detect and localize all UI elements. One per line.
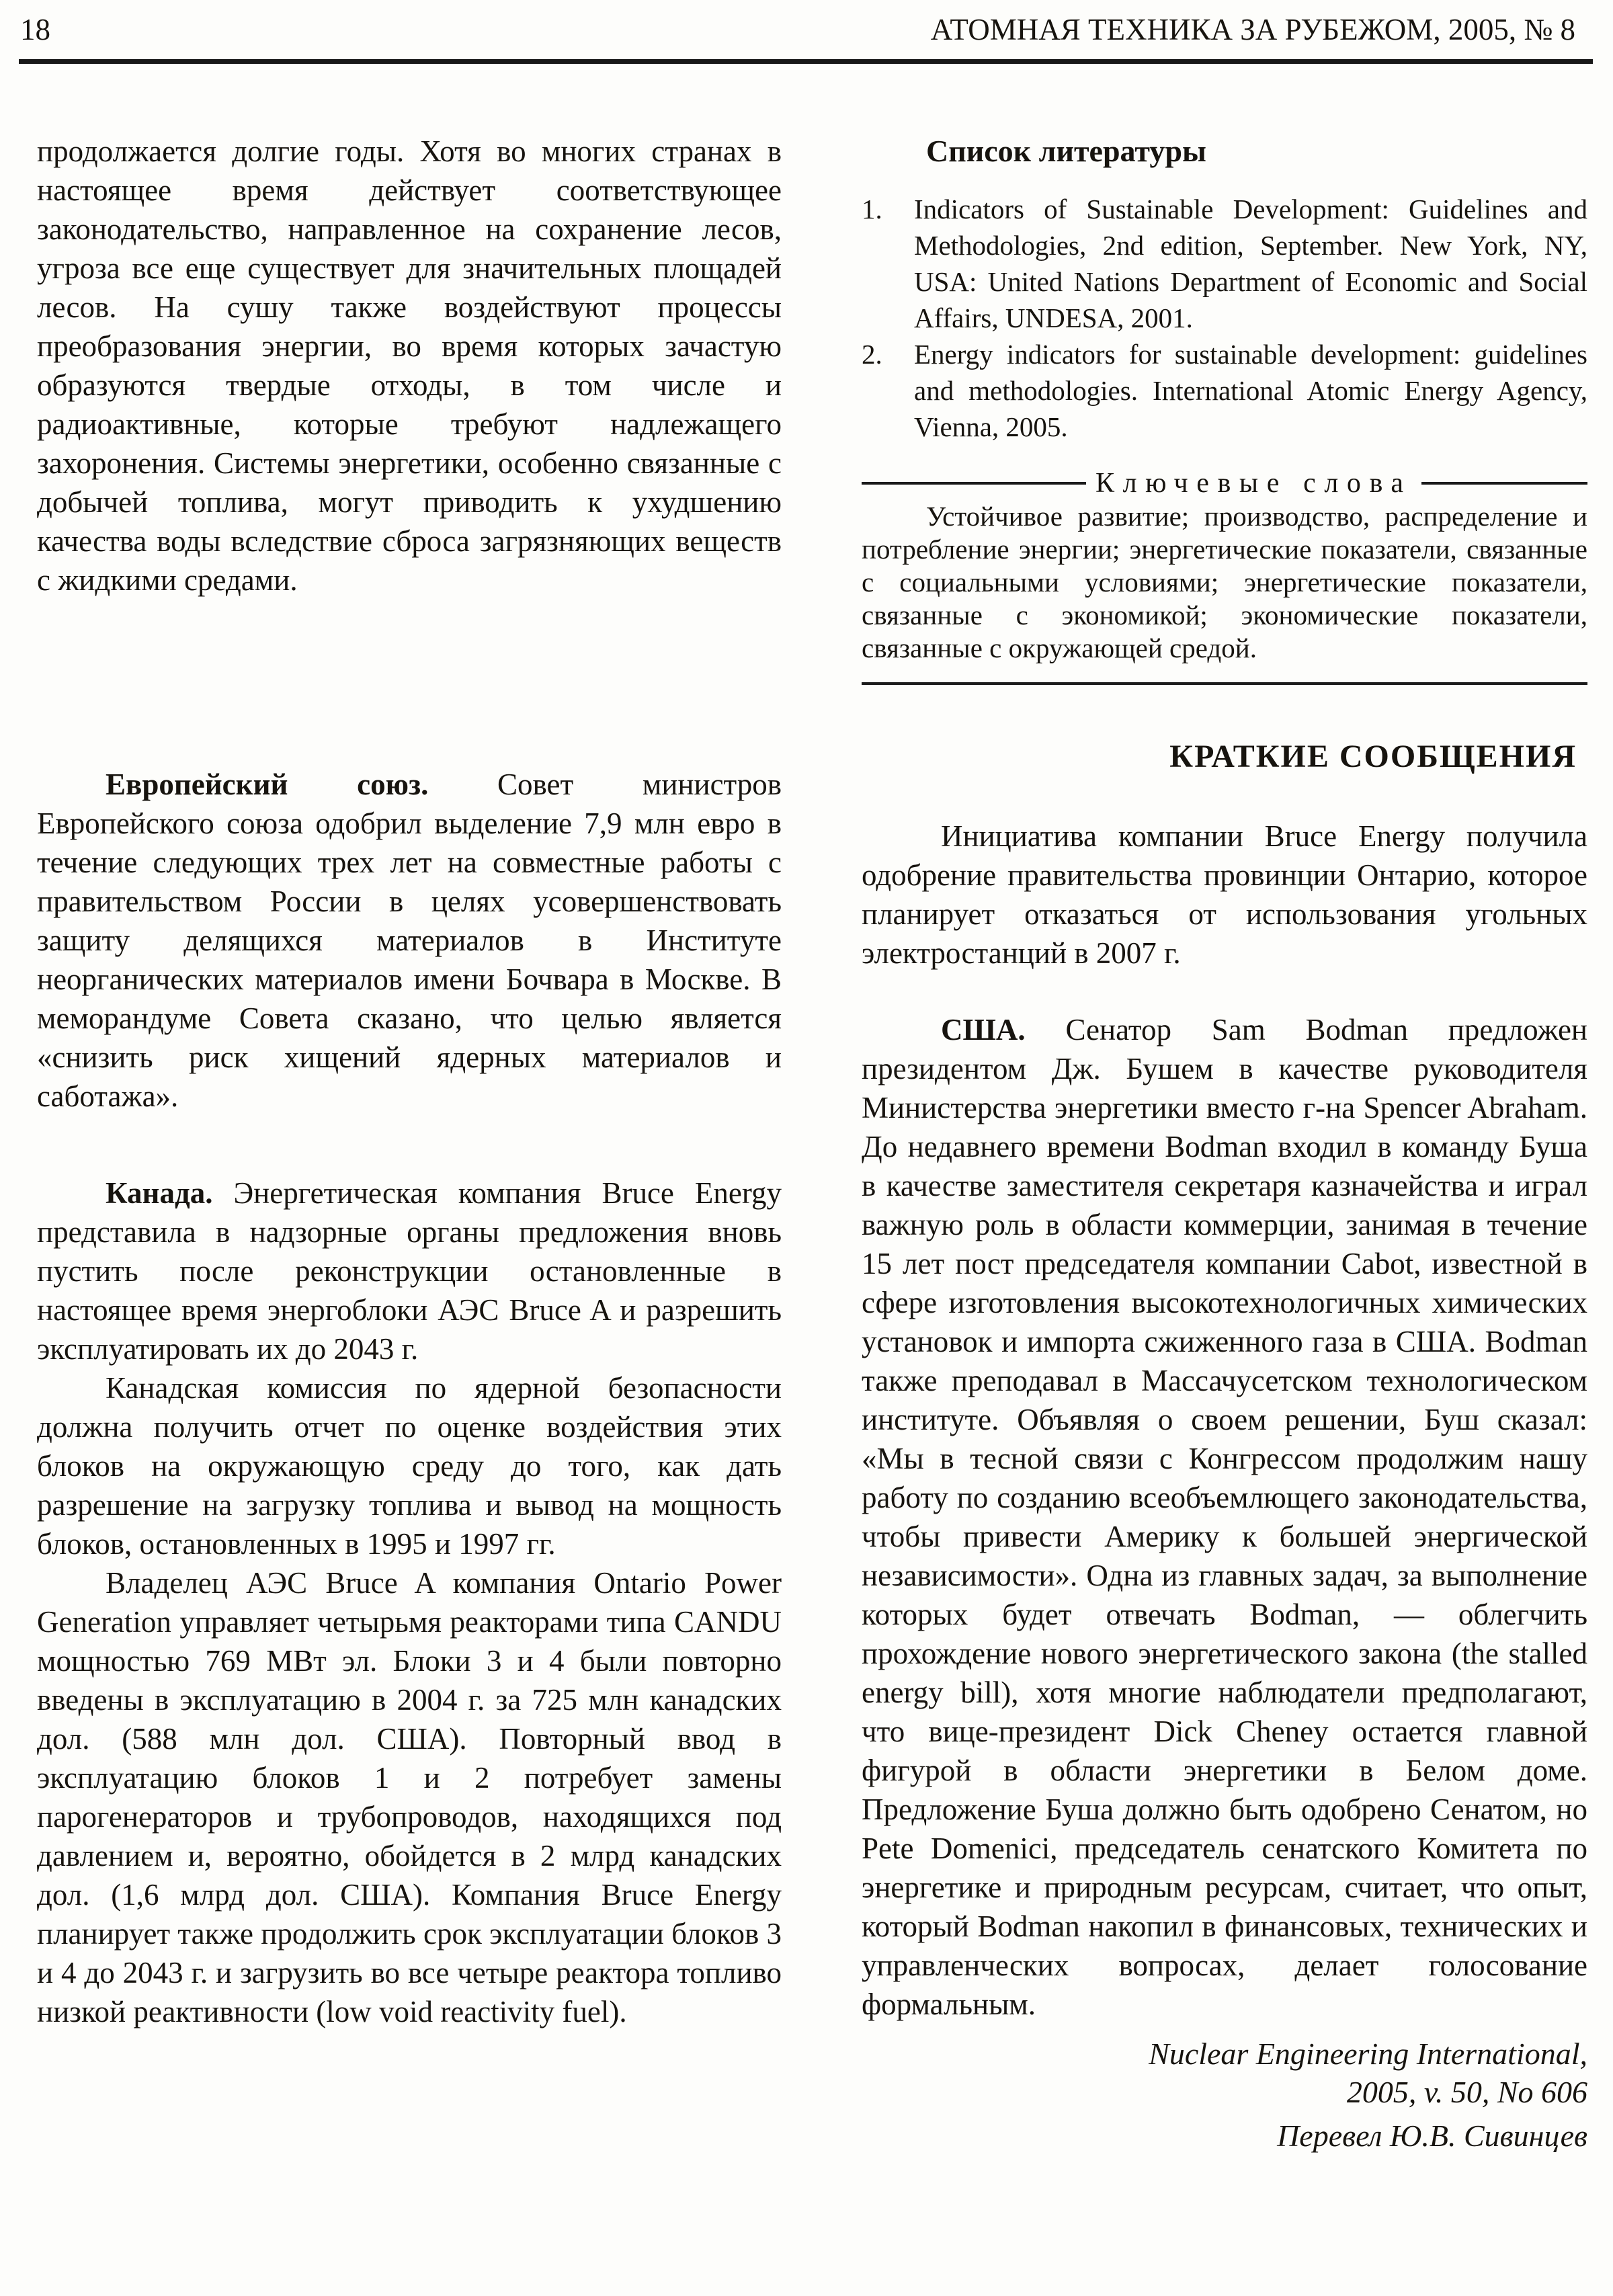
canada-lead: Канада. — [106, 1176, 213, 1210]
reference-number: 2. — [862, 339, 882, 370]
canada-paragraph — [37, 1174, 782, 1368]
left-column — [37, 132, 782, 2031]
references-heading: Список литературы — [926, 134, 1206, 168]
keywords-close-rule — [862, 682, 1587, 685]
source-journal: Nuclear Engineering International, — [1149, 2037, 1587, 2071]
eu-text: Совет министров Европейского союза одобрил выделение 7,9 млн евро в течение следующих трех лет на совместные работы с правительством России в целях усовершенствовать защиту делящихся материалов в Институте неорганических материалов имени Бочвара в Москве. В меморандуме Совета сказано, что целью является «снизить риск хищений ядерных материалов и саботажа». — [37, 768, 782, 1113]
eu-paragraph — [37, 765, 782, 1116]
eu-lead: Европейский союз. — [106, 768, 429, 801]
keywords-rule-right — [1421, 482, 1587, 485]
keywords-block — [862, 466, 1587, 685]
usa-text: Сенатор Sam Bodman предложен президентом Дж. Бушем в качестве руководителя Министерства энергетики вместо г-на Spencer Abraham. До недавнего времени Bodman входил в команду Буша в качестве заместителя секретаря казначейства и играл важную роль в области коммерции, занимая в течение 15 лет пост председателя компании Cabot, известной в сфере изготовления высокотехнологичных химических установок и импорта сжиженного газа в США. Bodman также преподавал в Массачусетском технологическом институте. Объявляя о своем решении, Буш сказал: «Мы в тесной связи с Конгрессом продолжим нашу работу по созданию всеобъемлющего законодательства, чтобы привести Америку к большей энергической независимости». Одна из главных задач, за выполнение которых будет отвечать Bodman, — облегчить прохождение нового энергетического закона (the stalled energy bill), хотя многие наблюдатели предполагают, что вице-президент Dick Cheney остается главной фигурой в области энергетики в Белом доме. Предложение Буша должно быть одобрено Сенатом, но Pete Domenici, председатель сенатского Комитета по энергетике и природным ресурсам, считает, что опыт, который Bodman накопил в финансовых, технических и управленческих вопросах, делает голосование формальным. — [862, 1013, 1588, 2021]
page-number: 18 — [20, 13, 50, 46]
keywords-rule-left — [862, 482, 1086, 485]
header-rule — [19, 59, 1593, 64]
reference-text: Indicators of Sustainable Development: Guidelines and Methodologies, 2nd edition, September. New York, NY, USA: United Nations Department of Economic and Social Affairs, UNDESA, 2001. — [914, 194, 1587, 333]
right-column — [862, 132, 1587, 2155]
source-volume: 2005, v. 50, No 606 — [1346, 2075, 1587, 2109]
translator-credit: Перевел Ю.В. Сивинцев — [1277, 2119, 1587, 2153]
journal-title: АТОМНАЯ ТЕХНИКА ЗА РУБЕЖОМ, 2005, № 8 — [930, 13, 1575, 46]
briefs-heading: КРАТКИЕ СООБЩЕНИЯ — [1169, 739, 1577, 774]
page-header — [20, 11, 1575, 48]
usa-lead: США. — [941, 1013, 1026, 1047]
usa-paragraph — [862, 1010, 1587, 2024]
reference-item — [862, 191, 1587, 336]
intro-paragraph: продолжается долгие годы. Хотя во многих странах в настоящее время действует соответствующее законодательство, направленное на сохранение лесов, угроза все еще существует для значительных площадей лесов. На сушу также воздействуют процессы преобразования энергии, во время которых зачастую образуются твердые отходы, в том числе и радиоактивные, которые требуют надлежащего захоронения. Системы энергетики, особенно связанные с добычей топлива, могут приводить к ухудшению качества воды вследствие сброса загрязняющих веществ с жидкими средами. — [37, 134, 782, 597]
canada-text: Энергетическая компания Bruce Energy представила в надзорные органы предложения вновь пустить после реконструкции остановленные в настоящее время энергоблоки АЭС Bruce A и разрешить эксплуатировать их до 2043 г. — [37, 1176, 782, 1366]
reference-number: 1. — [862, 194, 882, 224]
brief-paragraph-ontario: Инициатива компании Bruce Energy получила одобрение правительства провинции Онтарио, которое планирует отказаться от использования угольных электростанций в 2007 г. — [862, 819, 1587, 970]
canada-paragraph-2: Канадская комиссия по ядерной безопасности должна получить отчет по оценке воздействия этих блоков на окружающую среду до того, как дать разрешение на загрузку топлива и вывод на мощность блоков, остановленных в 1995 и 1997 гг. — [37, 1371, 782, 1561]
references-list — [862, 191, 1587, 445]
reference-text: Energy indicators for sustainable development: guidelines and methodologies. International Atomic Energy Agency, Vienna, 2005. — [914, 339, 1587, 442]
source-attribution — [862, 2035, 1587, 2155]
reference-item — [862, 336, 1587, 445]
keywords-header — [862, 466, 1587, 500]
keywords-heading: Ключевые слова — [1095, 468, 1412, 499]
canada-paragraph-3: Владелец АЭС Bruce A компания Ontario Power Generation управляет четырьмя реакторами типа CANDU мощностью 769 МВт эл. Блоки 3 и 4 были повторно введены в эксплуатацию в 2004 г. за 725 млн канадских дол. (588 млн дол. США). Повторный ввод в эксплуатацию блоков 1 и 2 потребует замены парогенераторов и трубопроводов, находящихся под давлением и, вероятно, обойдется в 2 млрд канадских дол. (1,6 млрд дол. США). Компания Bruce Energy планирует также продолжить срок эксплуатации блоков 3 и 4 до 2043 г. и загрузить во все четыре реактора топливо низкой реактивности (low void reactivity fuel). — [37, 1566, 782, 2028]
keywords-text: Устойчивое развитие; производство, распределение и потребление энергии; энергетические показатели, связанные с социальными условиями; энергетические показатели, связанные с экономикой; экономические показатели, связанные с окружающей средой. — [862, 501, 1587, 663]
